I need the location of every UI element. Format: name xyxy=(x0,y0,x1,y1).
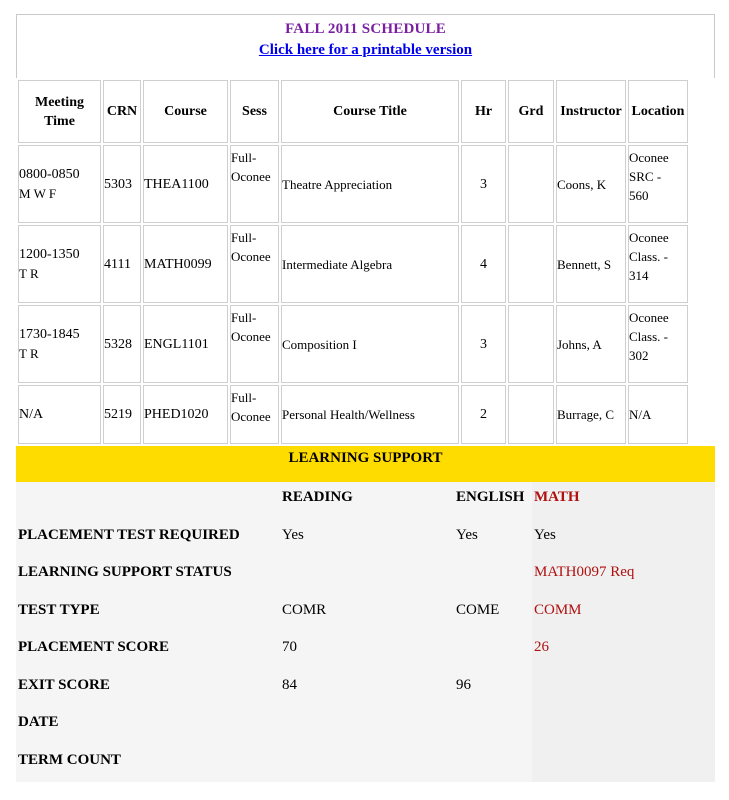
table-header-row xyxy=(18,80,688,143)
cell-sess: Full- Oconee xyxy=(230,385,279,444)
cell-hr: 3 xyxy=(461,305,506,383)
ls-reading-value: Yes xyxy=(282,526,304,543)
header-instructor: Instructor xyxy=(556,80,626,143)
cell-crn: 5219 xyxy=(103,385,141,444)
ls-col-reading: READING xyxy=(282,489,353,505)
header-meeting-time: Meeting Time xyxy=(18,80,101,143)
ls-header-row xyxy=(16,482,715,520)
cell-location: Oconee Class. - 314 xyxy=(628,225,688,303)
ls-math-value: COMM xyxy=(534,601,582,618)
cell-course-title: Theatre Appreciation xyxy=(281,145,459,223)
ls-row-test-type xyxy=(16,595,715,633)
ls-label: PLACEMENT SCORE xyxy=(18,639,169,655)
ls-row-exit-score xyxy=(16,670,715,708)
table-row xyxy=(18,225,688,303)
ls-label: TEST TYPE xyxy=(18,601,100,618)
cell-sess: Full- Oconee xyxy=(230,145,279,223)
cell-course-title: Personal Health/Wellness xyxy=(281,385,459,444)
header-crn: CRN xyxy=(103,80,141,143)
ls-row-status xyxy=(16,557,715,595)
cell-meeting-time: 1200-1350 T R xyxy=(18,225,101,303)
cell-crn: 5303 xyxy=(103,145,141,223)
header-course: Course xyxy=(143,80,228,143)
header-location: Location xyxy=(628,80,688,143)
cell-course-title: Intermediate Algebra xyxy=(281,225,459,303)
schedule-title: FALL 2011 SCHEDULE xyxy=(285,21,446,37)
cell-course: THEA1100 xyxy=(143,145,228,223)
ls-label: EXIT SCORE xyxy=(18,676,110,693)
ls-label: DATE xyxy=(18,714,59,730)
cell-crn: 5328 xyxy=(103,305,141,383)
cell-course: MATH0099 xyxy=(143,225,228,303)
header-hr: Hr xyxy=(461,80,506,143)
cell-course: ENGL1101 xyxy=(143,305,228,383)
cell-instructor: Johns, A xyxy=(556,305,626,383)
ls-english-value: 96 xyxy=(456,676,471,693)
table-row xyxy=(18,145,688,223)
cell-grd xyxy=(508,145,554,223)
printable-version-link[interactable]: Click here for a printable version xyxy=(258,42,473,58)
learning-support-title: LEARNING SUPPORT xyxy=(288,450,443,466)
cell-sess: Full- Oconee xyxy=(230,305,279,383)
ls-english-value: Yes xyxy=(456,526,478,543)
ls-english-value: COME xyxy=(456,601,500,618)
ls-math-value: Yes xyxy=(534,526,556,543)
ls-row-placement-test xyxy=(16,520,715,558)
ls-label: TERM COUNT xyxy=(18,751,121,768)
cell-hr: 2 xyxy=(461,385,506,444)
header-sess: Sess xyxy=(230,80,279,143)
cell-instructor: Coons, K xyxy=(556,145,626,223)
cell-location: Oconee SRC - 560 xyxy=(628,145,688,223)
cell-grd xyxy=(508,385,554,444)
header-grd: Grd xyxy=(508,80,554,143)
ls-label: PLACEMENT TEST REQUIRED xyxy=(18,526,240,543)
learning-support-section xyxy=(16,446,715,782)
cell-meeting-time: N/A xyxy=(18,385,101,444)
cell-meeting-time: 1730-1845 T R xyxy=(18,305,101,383)
table-row xyxy=(18,305,688,383)
ls-reading-value: 70 xyxy=(282,639,297,655)
cell-hr: 3 xyxy=(461,145,506,223)
ls-row-term-count xyxy=(16,745,715,783)
ls-reading-value: COMR xyxy=(282,601,327,618)
cell-location: N/A xyxy=(628,385,688,444)
ls-math-value: MATH0097 Req xyxy=(534,564,635,580)
schedule-header xyxy=(16,14,715,78)
ls-label: LEARNING SUPPORT STATUS xyxy=(18,564,232,580)
ls-row-placement-score xyxy=(16,632,715,670)
cell-course: PHED1020 xyxy=(143,385,228,444)
table-row xyxy=(18,385,688,444)
cell-sess: Full- Oconee xyxy=(230,225,279,303)
ls-col-english: ENGLISH xyxy=(456,489,525,505)
ls-math-value: 26 xyxy=(534,639,549,655)
cell-grd xyxy=(508,225,554,303)
ls-row-date xyxy=(16,707,715,745)
cell-crn: 4111 xyxy=(103,225,141,303)
header-course-title: Course Title xyxy=(281,80,459,143)
cell-location: Oconee Class. - 302 xyxy=(628,305,688,383)
cell-hr: 4 xyxy=(461,225,506,303)
cell-course-title: Composition I xyxy=(281,305,459,383)
ls-reading-value: 84 xyxy=(282,676,297,693)
cell-instructor: Bennett, S xyxy=(556,225,626,303)
schedule-table xyxy=(16,78,690,446)
cell-grd xyxy=(508,305,554,383)
learning-support-title-bar xyxy=(16,446,715,482)
ls-col-math: MATH xyxy=(534,489,580,505)
cell-instructor: Burrage, C xyxy=(556,385,626,444)
cell-meeting-time: 0800-0850 M W F xyxy=(18,145,101,223)
